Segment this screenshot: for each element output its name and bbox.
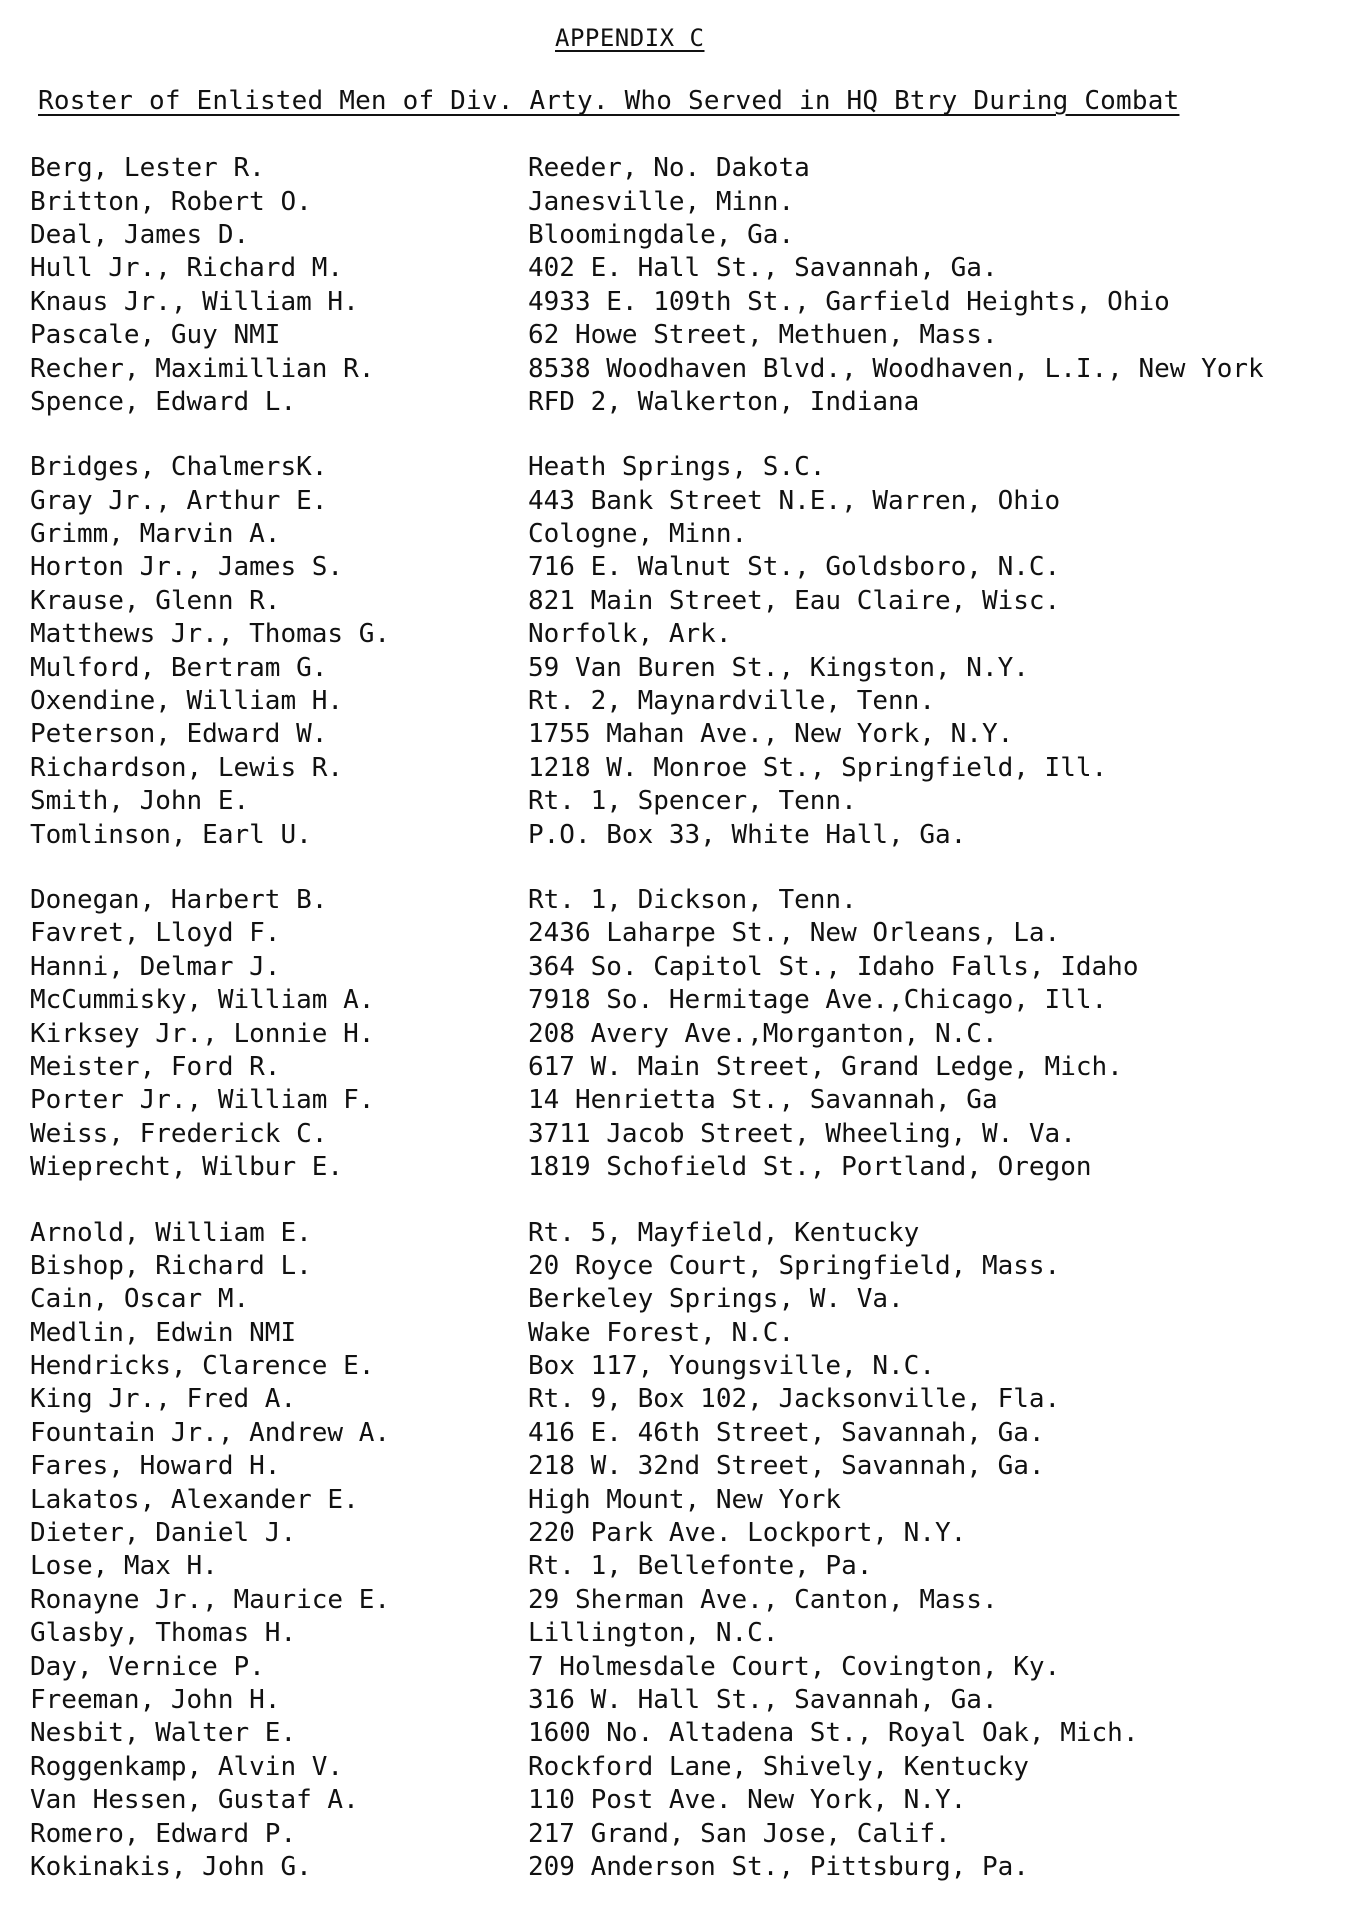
soldier-name: Hull Jr., Richard M.: [30, 253, 344, 284]
roster-entry: [30, 551, 1330, 584]
roster-entry: [30, 1383, 1330, 1416]
home-address: Box 117, Youngsville, N.C.: [528, 1351, 935, 1382]
roster-entry: [30, 1717, 1330, 1750]
soldier-name: Smith, John E.: [30, 786, 250, 817]
roster-entry: [30, 152, 1330, 185]
roster-entry: [30, 485, 1330, 518]
soldier-name: Kokinakis, John G.: [30, 1851, 312, 1882]
soldier-name: Meister, Ford R.: [30, 1051, 281, 1082]
soldier-name: Bridges, ChalmersK.: [30, 452, 328, 483]
soldier-name: Spence, Edward L.: [30, 386, 297, 417]
roster-group: [30, 1216, 1330, 1884]
roster-entry: [30, 1417, 1330, 1450]
roster-entry: [30, 818, 1330, 851]
home-address: Lillington, N.C.: [528, 1618, 779, 1649]
home-address: 14 Henrietta St., Savannah, Ga: [528, 1085, 998, 1116]
roster-heading: Roster of Enlisted Men of Div. Arty. Who Served in HQ Btry During Combat: [38, 86, 1180, 116]
soldier-name: Britton, Robert O.: [30, 186, 312, 217]
roster-entry: [30, 1118, 1330, 1151]
soldier-name: Berg, Lester R.: [30, 153, 265, 184]
roster-entry: [30, 685, 1330, 718]
roster-entry: [30, 1650, 1330, 1683]
home-address: 8538 Woodhaven Blvd., Woodhaven, L.I., New York: [528, 353, 1264, 384]
roster-entry: [30, 1851, 1330, 1884]
home-address: 29 Sherman Ave., Canton, Mass.: [528, 1584, 998, 1615]
home-address: Heath Springs, S.C.: [528, 452, 826, 483]
home-address: 62 Howe Street, Methuen, Mass.: [528, 320, 998, 351]
roster-entry: [30, 1617, 1330, 1650]
home-address: Rt. 1, Spencer, Tenn.: [528, 786, 857, 817]
soldier-name: Richardson, Lewis R.: [30, 752, 344, 783]
home-address: Rt. 9, Box 102, Jacksonville, Fla.: [528, 1384, 1061, 1415]
soldier-name: Donegan, Harbert B.: [30, 885, 328, 915]
home-address: 217 Grand, San Jose, Calif.: [528, 1818, 951, 1849]
soldier-name: Knaus Jr., William H.: [30, 286, 359, 317]
home-address: 443 Bank Street N.E., Warren, Ohio: [528, 485, 1061, 516]
soldier-name: Hendricks, Clarence E.: [30, 1351, 375, 1382]
home-address: 7918 So. Hermitage Ave.,Chicago, Ill.: [528, 985, 1108, 1016]
soldier-name: Recher, Maximillian R.: [30, 353, 375, 384]
soldier-name: Bishop, Richard L.: [30, 1250, 312, 1281]
roster-entry: [30, 917, 1330, 950]
home-address: 220 Park Ave. Lockport, N.Y.: [528, 1518, 967, 1549]
home-address: 821 Main Street, Eau Claire, Wisc.: [528, 585, 1061, 616]
roster-group: [30, 884, 1330, 1185]
roster-entry: [30, 1684, 1330, 1717]
home-address: Berkeley Springs, W. Va.: [528, 1284, 904, 1315]
roster-entry: [30, 252, 1330, 285]
home-address: Rt. 5, Mayfield, Kentucky: [528, 1217, 920, 1248]
soldier-name: Nesbit, Walter E.: [30, 1718, 297, 1749]
roster-entry: [30, 352, 1330, 385]
home-address: 716 E. Walnut St., Goldsboro, N.C.: [528, 552, 1061, 583]
home-address: 4933 E. 109th St., Garfield Heights, Ohio: [528, 286, 1170, 317]
home-address: 2436 Laharpe St., New Orleans, La.: [528, 918, 1061, 949]
roster-entry: [30, 1317, 1330, 1350]
roster-group: [30, 451, 1330, 852]
roster-entry: [30, 1250, 1330, 1283]
roster-entry: [30, 1151, 1330, 1184]
home-address: 364 So. Capitol St., Idaho Falls, Idaho: [528, 951, 1139, 982]
home-address: Rt. 2, Maynardville, Tenn.: [528, 686, 935, 717]
home-address: Janesville, Minn.: [528, 186, 795, 217]
home-address: 218 W. 32nd Street, Savannah, Ga.: [528, 1451, 1045, 1482]
soldier-name: Tomlinson, Earl U.: [30, 819, 312, 850]
soldier-name: Freeman, John H.: [30, 1684, 281, 1715]
soldier-name: Deal, James D.: [30, 219, 250, 250]
home-address: 59 Van Buren St., Kingston, N.Y.: [528, 652, 1029, 683]
home-address: 416 E. 46th Street, Savannah, Ga.: [528, 1417, 1045, 1448]
soldier-name: Gray Jr., Arthur E.: [30, 485, 328, 516]
home-address: Cologne, Minn.: [528, 519, 748, 550]
roster-entry: [30, 1017, 1330, 1050]
soldier-name: Ronayne Jr., Maurice E.: [30, 1584, 391, 1615]
soldier-name: Roggenkamp, Alvin V.: [30, 1751, 344, 1782]
home-address: Rt. 1, Bellefonte, Pa.: [528, 1551, 873, 1582]
soldier-name: Matthews Jr., Thomas G.: [30, 619, 391, 650]
roster-entry: [30, 951, 1330, 984]
soldier-name: Kirksey Jr., Lonnie H.: [30, 1018, 375, 1049]
roster-entry: [30, 1517, 1330, 1550]
roster-entry: [30, 752, 1330, 785]
soldier-name: Wieprecht, Wilbur E.: [30, 1152, 344, 1183]
home-address: Norfolk, Ark.: [528, 619, 732, 650]
soldier-name: Fares, Howard H.: [30, 1451, 281, 1482]
appendix-title: APPENDIX C: [555, 24, 705, 52]
roster-entry: [30, 1084, 1330, 1117]
roster-entry: [30, 1584, 1330, 1617]
home-address: RFD 2, Walkerton, Indiana: [528, 386, 920, 417]
soldier-name: Porter Jr., William F.: [30, 1085, 375, 1116]
soldier-name: Arnold, William E.: [30, 1217, 312, 1248]
home-address: 1218 W. Monroe St., Springfield, Ill.: [528, 752, 1108, 783]
soldier-name: Hanni, Delmar J.: [30, 951, 281, 982]
home-address: 402 E. Hall St., Savannah, Ga.: [528, 253, 998, 284]
roster-entry: [30, 1483, 1330, 1516]
soldier-name: Grimm, Marvin A.: [30, 519, 281, 550]
roster-entry: [30, 984, 1330, 1017]
roster-entry: [30, 884, 1330, 917]
home-address: P.O. Box 33, White Hall, Ga.: [528, 819, 967, 850]
home-address: 316 W. Hall St., Savannah, Ga.: [528, 1684, 998, 1715]
home-address: Rockford Lane, Shively, Kentucky: [528, 1751, 1029, 1782]
soldier-name: McCummisky, William A.: [30, 985, 375, 1016]
soldier-name: Cain, Oscar M.: [30, 1284, 250, 1315]
home-address: 1755 Mahan Ave., New York, N.Y.: [528, 719, 1014, 750]
roster-entry: [30, 1216, 1330, 1249]
soldier-name: Krause, Glenn R.: [30, 585, 281, 616]
home-address: 209 Anderson St., Pittsburg, Pa.: [528, 1851, 1029, 1882]
roster-entry: [30, 618, 1330, 651]
home-address: Bloomingdale, Ga.: [528, 219, 795, 250]
roster-entry: [30, 651, 1330, 684]
roster-entry: [30, 1550, 1330, 1583]
home-address: 617 W. Main Street, Grand Ledge, Mich.: [528, 1051, 1123, 1082]
roster-entry: [30, 518, 1330, 551]
soldier-name: Medlin, Edwin NMI: [30, 1317, 297, 1348]
roster-group: [30, 152, 1330, 419]
home-address: Rt. 1, Dickson, Tenn.: [528, 885, 857, 915]
roster-entry: [30, 219, 1330, 252]
home-address: 20 Royce Court, Springfield, Mass.: [528, 1250, 1061, 1281]
roster-entry: [30, 286, 1330, 319]
roster-entry: [30, 1450, 1330, 1483]
roster-entry: [30, 1784, 1330, 1817]
roster-entry: [30, 185, 1330, 218]
home-address: 7 Holmesdale Court, Covington, Ky.: [528, 1651, 1061, 1682]
soldier-name: Lose, Max H.: [30, 1551, 218, 1582]
home-address: High Mount, New York: [528, 1484, 842, 1515]
roster-entry: [30, 585, 1330, 618]
soldier-name: King Jr., Fred A.: [30, 1384, 297, 1415]
roster-entry: [30, 1051, 1330, 1084]
home-address: 1819 Schofield St., Portland, Oregon: [528, 1152, 1092, 1183]
soldier-name: Pascale, Guy NMI: [30, 320, 281, 351]
soldier-name: Mulford, Bertram G.: [30, 652, 328, 683]
roster-entry: [30, 1283, 1330, 1316]
soldier-name: Van Hessen, Gustaf A.: [30, 1785, 359, 1816]
home-address: Reeder, No. Dakota: [528, 153, 810, 184]
roster-entry: [30, 785, 1330, 818]
roster-entry: [30, 1350, 1330, 1383]
home-address: 3711 Jacob Street, Wheeling, W. Va.: [528, 1118, 1076, 1149]
home-address: 208 Avery Ave.,Morganton, N.C.: [528, 1018, 998, 1049]
home-address: Wake Forest, N.C.: [528, 1317, 795, 1348]
roster-entry: [30, 451, 1330, 484]
soldier-name: Day, Vernice P.: [30, 1651, 265, 1682]
soldier-name: Favret, Lloyd F.: [30, 918, 281, 949]
soldier-name: Weiss, Frederick C.: [30, 1118, 328, 1149]
soldier-name: Oxendine, William H.: [30, 686, 344, 717]
home-address: 1600 No. Altadena St., Royal Oak, Mich.: [528, 1718, 1139, 1749]
soldier-name: Dieter, Daniel J.: [30, 1518, 297, 1549]
roster-entry: [30, 1817, 1330, 1850]
roster-entry: [30, 718, 1330, 751]
roster-list: [30, 152, 1330, 1916]
roster-entry: [30, 319, 1330, 352]
soldier-name: Lakatos, Alexander E.: [30, 1484, 359, 1515]
roster-entry: [30, 386, 1330, 419]
soldier-name: Horton Jr., James S.: [30, 552, 344, 583]
home-address: 110 Post Ave. New York, N.Y.: [528, 1785, 967, 1816]
soldier-name: Peterson, Edward W.: [30, 719, 328, 750]
soldier-name: Fountain Jr., Andrew A.: [30, 1417, 391, 1448]
soldier-name: Glasby, Thomas H.: [30, 1618, 297, 1649]
soldier-name: Romero, Edward P.: [30, 1818, 297, 1849]
roster-entry: [30, 1751, 1330, 1784]
